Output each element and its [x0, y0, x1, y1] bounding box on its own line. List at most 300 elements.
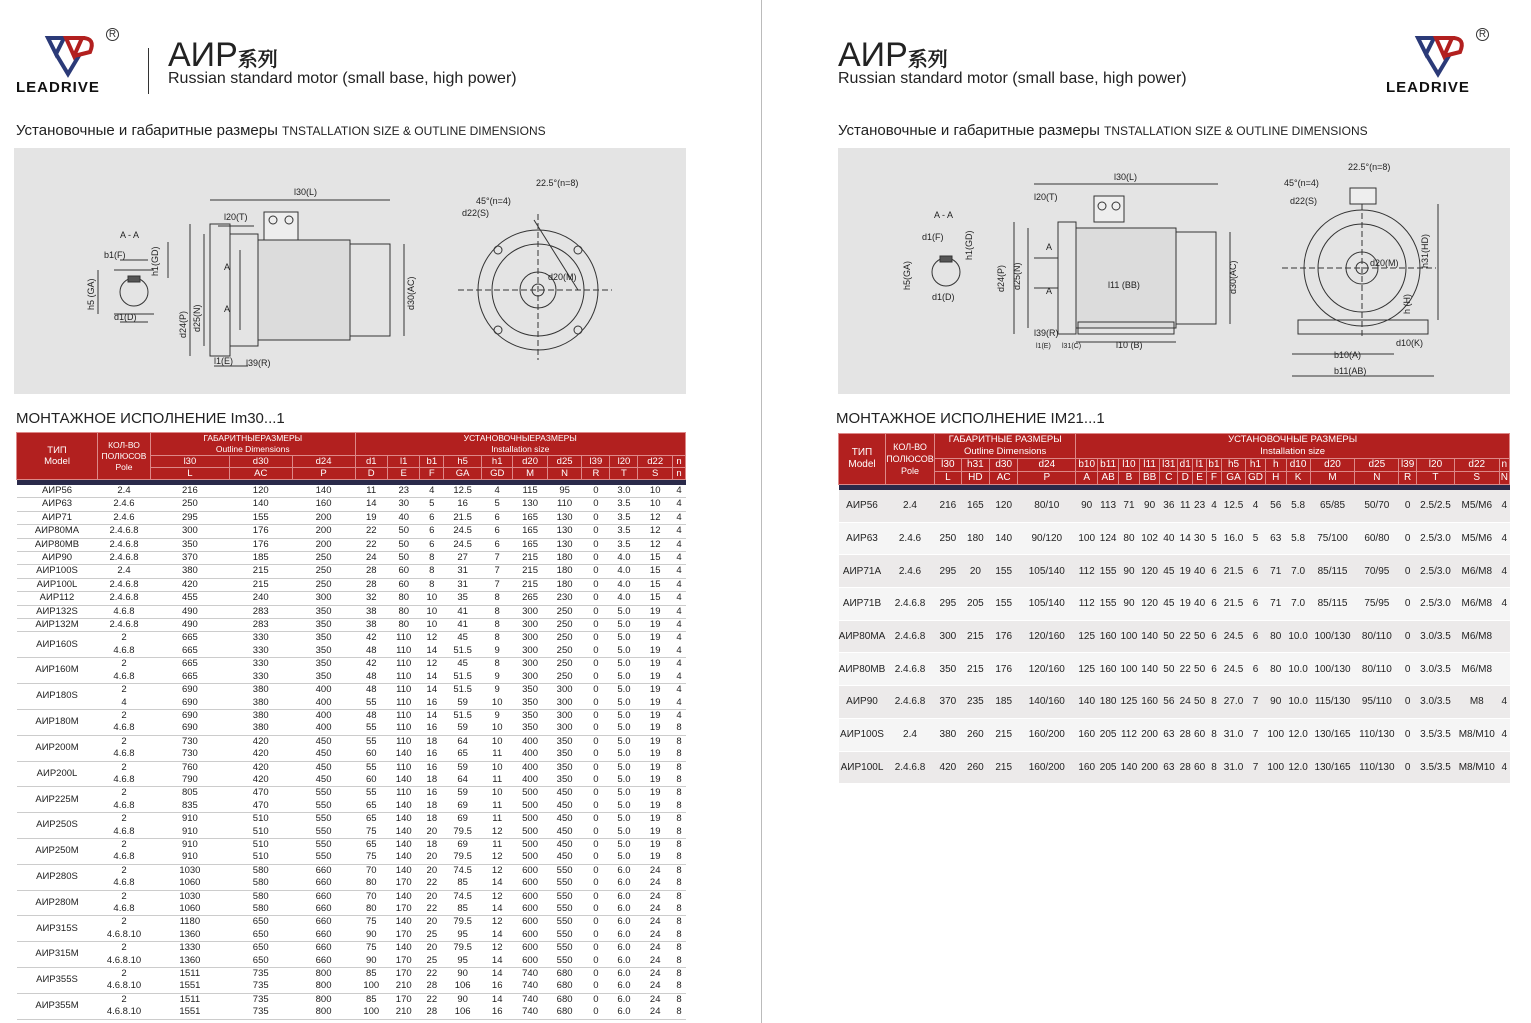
table-cell: 14	[355, 498, 387, 511]
table-row	[17, 565, 686, 578]
cell-model: АИР180S	[17, 684, 98, 710]
table-cell: 330	[252, 632, 269, 644]
table-cell: 300	[151, 525, 230, 538]
table-cell: 4	[1246, 490, 1266, 522]
table-cell: 2	[121, 813, 127, 825]
table-cell: 8	[420, 552, 444, 565]
svg-text:b10(A): b10(A)	[1334, 350, 1362, 360]
table-cell: 165	[513, 538, 548, 551]
table-cell: 36	[1160, 490, 1178, 522]
table-cell: 5	[420, 498, 444, 511]
col-header-unit: K	[1286, 472, 1310, 485]
table-cell: 90	[1119, 555, 1140, 588]
series-title: АИР系列	[168, 36, 278, 74]
table-cell: 75	[355, 826, 387, 839]
table-cell: 400	[292, 697, 355, 710]
table-cell: 500	[513, 826, 548, 839]
table-cell: 0	[582, 552, 610, 565]
table-cell: 2	[121, 890, 127, 902]
table-cell: 65	[365, 838, 377, 850]
svg-text:l30(L): l30(L)	[1114, 172, 1138, 182]
col-header: l39	[582, 456, 610, 468]
table-cell: 10.0	[1286, 653, 1310, 686]
cell-model: АИР132М	[17, 619, 98, 632]
table-cell: 16	[426, 787, 438, 799]
table-cell: 4.6.8	[98, 826, 151, 839]
table-cell: 0	[582, 826, 610, 839]
table-cell: 130	[547, 538, 582, 551]
svg-text:d20(M): d20(M)	[1370, 258, 1399, 268]
svg-text:22.5°(n=8): 22.5°(n=8)	[536, 178, 579, 188]
table-row	[17, 903, 686, 916]
table-cell: 1030	[179, 864, 201, 876]
table-cell: 735	[252, 968, 269, 980]
table-cell: 3.5	[610, 525, 638, 538]
brand-mark-icon	[1412, 34, 1482, 78]
cell-model: АИР355М	[17, 993, 98, 1019]
table-cell: 205	[1098, 751, 1119, 784]
table-cell: 12	[482, 851, 513, 864]
table-cell: 2	[121, 968, 127, 980]
cell-model: АИР100L	[839, 751, 886, 784]
table-cell: 2	[121, 658, 127, 670]
table-cell: 0	[582, 955, 610, 968]
table-cell: 600	[513, 955, 548, 968]
table-cell: 0	[1399, 751, 1417, 784]
table-cell: 24	[649, 993, 661, 1005]
col-header-unit: AC	[990, 472, 1018, 485]
table-cell: 85	[444, 903, 482, 916]
table-cell: 5.0	[610, 619, 638, 632]
table-cell: 12	[482, 826, 513, 839]
table-cell: 680	[556, 968, 573, 980]
col-header-unit: P	[1018, 472, 1076, 485]
table-cell: 140	[395, 838, 412, 850]
table-cell: 20	[426, 890, 438, 902]
col-header-unit: HD	[961, 472, 989, 485]
table-cell: 835	[151, 800, 230, 813]
table-cell: 125	[1076, 620, 1098, 653]
table-cell: 0	[593, 942, 599, 954]
table-cell: 60	[1193, 751, 1207, 784]
table-cell: 350	[292, 645, 355, 658]
table-cell: 660	[315, 864, 332, 876]
table-cell: 215	[961, 653, 989, 686]
table-cell: 510	[252, 813, 269, 825]
table-cell: 660	[315, 942, 332, 954]
table-cell: 31	[444, 578, 482, 591]
col-header: l1	[1193, 459, 1207, 472]
table-cell: 665	[181, 632, 198, 644]
table-cell: 80	[387, 619, 419, 632]
cell-model: АИР63	[839, 522, 886, 555]
table-cell: 4	[672, 645, 685, 658]
table-cell: 48	[365, 709, 377, 721]
table-cell: 4	[672, 485, 685, 498]
table-cell: 760	[181, 761, 198, 773]
table-cell: 60/80	[1355, 522, 1399, 555]
table-cell: 250	[151, 498, 230, 511]
cell-model: АИР90	[17, 552, 98, 565]
table-cell: 0	[1399, 555, 1417, 588]
table-cell: 50	[387, 538, 419, 551]
table-cell: 24	[649, 916, 661, 928]
table-cell: 90	[1076, 490, 1098, 522]
table-row	[839, 490, 1510, 522]
table-cell: 160/200	[1018, 751, 1076, 784]
table-cell: 11	[482, 800, 513, 813]
table-cell: 4	[672, 619, 685, 632]
table-cell: 680	[547, 1006, 582, 1019]
table-cell: 300	[547, 697, 582, 710]
table-cell: 2.4.6.8	[98, 525, 151, 538]
registered-mark: R	[1476, 28, 1489, 41]
table-cell: 300	[513, 605, 548, 618]
table-cell: 176	[229, 525, 292, 538]
table-cell: 45	[457, 632, 468, 644]
col-header: h1	[1246, 459, 1266, 472]
table-cell: 110	[547, 498, 582, 511]
table-cell: 28	[355, 578, 387, 591]
table-cell: 10	[491, 787, 503, 799]
table-cell: 2.4	[886, 490, 935, 522]
table-cell: 90/120	[1018, 522, 1076, 555]
table-cell: 2	[121, 993, 127, 1005]
table-cell: 4	[1499, 718, 1509, 751]
col-header-unit: B	[1119, 472, 1140, 485]
table-cell: 350	[151, 538, 230, 551]
table-cell: 65	[444, 748, 482, 761]
table-cell: 21.5	[1221, 588, 1245, 621]
svg-text:l1(E): l1(E)	[214, 356, 234, 366]
section-title: Установочные и габаритные размеры TNSTALLATION SIZE & OUTLINE DIMENSIONS	[16, 122, 546, 139]
outline-drawing-im30	[14, 148, 686, 394]
table-cell: 6.0	[610, 955, 638, 968]
table-cell: 50	[1160, 653, 1178, 686]
table-cell: 22	[1178, 620, 1193, 653]
table-cell: 25	[420, 955, 444, 968]
table-cell: 283	[229, 605, 292, 618]
table-cell: 22	[426, 968, 438, 980]
group-install: УСТАНОВОЧНЫЕ РАЗМЕРЫ Installation size	[1076, 434, 1510, 459]
col-header-unit: L	[151, 468, 230, 480]
table-cell: 400	[513, 748, 548, 761]
table-cell: 0	[582, 697, 610, 710]
table-cell: 660	[292, 955, 355, 968]
svg-text:A: A	[224, 304, 231, 314]
table-cell: 4.0	[610, 592, 638, 605]
table-cell: 0	[1399, 718, 1417, 751]
table-cell: 680	[547, 980, 582, 993]
table-row	[17, 968, 686, 981]
table-cell: 105/140	[1018, 588, 1076, 621]
table-cell: 106	[444, 1006, 482, 1019]
table-cell: 130	[513, 498, 548, 511]
table-row	[17, 722, 686, 735]
table-cell: 55	[365, 787, 377, 799]
col-header-unit: GD	[482, 468, 513, 480]
col-header: n	[672, 456, 685, 468]
svg-text:d25(N): d25(N)	[192, 304, 202, 332]
svg-text:h31(HD): h31(HD)	[1420, 233, 1430, 268]
col-header-unit: R	[582, 468, 610, 480]
svg-text:d1(D): d1(D)	[932, 292, 955, 302]
table-cell: 210	[387, 1006, 419, 1019]
table-cell: 170	[387, 955, 419, 968]
table-cell: 14	[482, 955, 513, 968]
table-cell: 180	[1098, 686, 1119, 719]
col-header-unit: S	[1454, 472, 1499, 485]
table-cell: 4	[672, 525, 685, 538]
table-cell: 250	[547, 645, 582, 658]
col-header: d1	[1179, 459, 1191, 470]
svg-text:A: A	[1046, 286, 1053, 296]
table-cell: 11	[355, 485, 387, 498]
table-cell: 14	[482, 877, 513, 890]
table-cell: M6/M8	[1454, 653, 1499, 686]
col-header: d10	[1286, 459, 1310, 472]
table-cell: 28	[1178, 718, 1193, 751]
table-cell: 4	[672, 697, 685, 710]
table-cell: 4.6.8	[98, 851, 151, 864]
table-cell: 14	[491, 993, 503, 1005]
cell-model: АИР160М	[17, 658, 98, 684]
table-cell: 12.0	[1286, 718, 1310, 751]
table-row	[839, 653, 1510, 686]
table-cell: 6.0	[617, 968, 631, 980]
table-cell: 115/130	[1310, 686, 1355, 719]
table-cell: 11	[482, 774, 513, 787]
table-cell: 100	[1119, 653, 1140, 686]
table-cell: 2	[121, 709, 127, 721]
table-cell: 2.4.6.8	[886, 686, 935, 719]
table-cell: 740	[522, 993, 538, 1005]
outline-drawing-im21	[838, 148, 1510, 394]
table-cell: 260	[961, 751, 989, 784]
table-cell: 230	[547, 592, 582, 605]
table-cell: 650	[252, 916, 269, 928]
table-cell: 100/130	[1310, 620, 1355, 653]
svg-text:d22(S): d22(S)	[1290, 196, 1318, 206]
table-cell: 4	[98, 697, 151, 710]
col-header-unit: T	[1417, 472, 1455, 485]
table-cell: 8	[672, 722, 685, 735]
table-cell: 9	[482, 671, 513, 684]
table-cell: 735	[252, 993, 269, 1005]
table-cell: 250	[547, 605, 582, 618]
table-cell: 2	[121, 684, 127, 696]
table-cell: 24	[638, 929, 673, 942]
group-outline: ГАБАРИТНЫЕРАЗМЕРЫ Outline Dimensions	[151, 433, 356, 456]
svg-text:l1(E): l1(E)	[1036, 343, 1051, 350]
table-cell: 1511	[179, 993, 201, 1005]
table-cell: 740	[513, 980, 548, 993]
table-cell: 550	[315, 787, 332, 799]
series-title: АИР系列	[838, 36, 948, 74]
svg-text:A: A	[1046, 242, 1053, 252]
table-cell: 910	[151, 851, 230, 864]
table-cell: 7.0	[1286, 555, 1310, 588]
col-header: d24	[292, 456, 355, 468]
table-cell: 740	[522, 968, 538, 980]
section-title: Установочные и габаритные размеры TNSTALLATION SIZE & OUTLINE DIMENSIONS	[838, 122, 1368, 139]
table-cell: 160	[1076, 718, 1098, 751]
table-cell: 59	[457, 787, 468, 799]
table-cell: 4	[672, 538, 685, 551]
table-cell: 110	[396, 658, 412, 670]
table-cell: 2.4.6.8	[886, 620, 935, 653]
table-cell: 350	[292, 619, 355, 632]
table-cell: 24	[638, 877, 673, 890]
table-cell: 650	[229, 955, 292, 968]
table-cell: 0	[593, 709, 599, 721]
table-cell: 250	[547, 671, 582, 684]
table-row	[17, 511, 686, 524]
table-cell: 5.0	[610, 645, 638, 658]
table-cell: 550	[547, 877, 582, 890]
table-cell: 140	[1119, 751, 1140, 784]
table-cell: 19	[649, 761, 661, 773]
table-cell: 1551	[151, 980, 230, 993]
table-cell: 0	[582, 722, 610, 735]
table-cell: 740	[513, 1006, 548, 1019]
col-header-unit: C	[1160, 472, 1178, 485]
table-cell: 19	[649, 813, 661, 825]
svg-text:45°(n=4): 45°(n=4)	[1284, 178, 1319, 188]
table-row	[839, 620, 1510, 653]
table-cell: 45	[1160, 588, 1178, 621]
col-header-unit: GA	[444, 468, 482, 480]
table-cell: 112	[1076, 555, 1098, 588]
svg-text:l30(L): l30(L)	[294, 187, 318, 197]
table-cell: 64	[457, 735, 468, 747]
table-cell: 31.0	[1221, 751, 1245, 784]
cell-model: АИР71В	[839, 588, 886, 621]
table-cell: 19	[649, 632, 661, 644]
table-cell: 3.5	[610, 511, 638, 524]
table-cell: 2.4	[886, 718, 935, 751]
svg-text:l10 (B): l10 (B)	[1116, 340, 1143, 350]
table-cell: 165	[961, 490, 989, 522]
table-cell: 5.0	[617, 735, 631, 747]
col-header: b1	[420, 456, 444, 468]
table-cell: 24	[638, 980, 673, 993]
table-cell: 350	[315, 658, 332, 670]
table-cell: 2	[121, 632, 127, 644]
table-cell: 330	[229, 645, 292, 658]
table-cell: 8	[494, 658, 500, 670]
table-cell: 38	[355, 605, 387, 618]
table-row	[17, 592, 686, 605]
table-row	[17, 619, 686, 632]
table-cell: 300	[547, 722, 582, 735]
table-cell: 1511	[179, 968, 201, 980]
table-cell: 0	[593, 761, 599, 773]
col-header-unit: L	[935, 472, 962, 485]
table-cell: 2.4	[98, 485, 151, 498]
table-cell: 10	[420, 619, 444, 632]
table-cell: 380	[935, 718, 962, 751]
cell-model: АИР315М	[17, 942, 98, 968]
col-header-unit: N	[1500, 472, 1508, 483]
table-cell: 110	[396, 684, 412, 696]
table-cell: 42	[365, 658, 377, 670]
table-cell: 380	[229, 722, 292, 735]
table-cell: 4	[1499, 588, 1509, 621]
table-cell: 56	[1160, 686, 1178, 719]
table-cell: 63	[1160, 718, 1178, 751]
col-header: l30	[151, 456, 230, 468]
table-cell: 8	[672, 929, 685, 942]
table-cell: 300	[292, 592, 355, 605]
table-cell: 450	[547, 800, 582, 813]
col-header: h1	[482, 456, 513, 468]
svg-text:d22(S): d22(S)	[462, 208, 490, 218]
table-cell: 5.0	[610, 697, 638, 710]
table-cell: 3.5/3.5	[1417, 718, 1455, 751]
col-header: d20	[1310, 459, 1355, 472]
table-cell: 800	[315, 993, 332, 1005]
table-cell: 0	[593, 813, 599, 825]
table-cell: 180	[547, 565, 582, 578]
table-cell: 120	[1139, 555, 1160, 588]
cell-model: АИР200L	[17, 761, 98, 787]
cell-model: АИР71	[17, 511, 98, 524]
cell-model: АИР250S	[17, 813, 98, 839]
table-cell: 14	[491, 968, 503, 980]
table-cell: 350	[292, 671, 355, 684]
table-cell: 14	[420, 671, 444, 684]
col-header: h31	[961, 459, 989, 472]
table-row	[839, 555, 1510, 588]
table-row	[17, 864, 686, 877]
table-cell: 155	[990, 588, 1018, 621]
table-row	[17, 890, 686, 903]
table-cell: 0	[593, 968, 599, 980]
table-cell: 1360	[151, 929, 230, 942]
table-cell: 215	[229, 565, 292, 578]
cell-model: АИР355S	[17, 968, 98, 994]
cell-model: АИР250М	[17, 838, 98, 864]
table-cell: 95/110	[1355, 686, 1399, 719]
table-cell: 8	[672, 748, 685, 761]
table-cell: 75	[355, 851, 387, 864]
table-cell: 5.0	[617, 813, 631, 825]
table-cell: 110	[396, 632, 412, 644]
table-cell: 2.4.6	[886, 555, 935, 588]
table-cell: 28	[355, 565, 387, 578]
table-cell: 90	[457, 993, 468, 1005]
table-cell: 95	[547, 485, 582, 498]
table-cell: 8	[676, 813, 682, 825]
table-cell: 12	[638, 538, 673, 551]
table-cell: 19	[649, 838, 661, 850]
table-cell: 18	[426, 735, 438, 747]
table-cell: 11	[492, 838, 503, 850]
table-cell: 71	[1265, 555, 1286, 588]
table-cell: 100	[355, 1006, 387, 1019]
table-cell: 106	[444, 980, 482, 993]
table-cell: 470	[252, 787, 269, 799]
table-cell: 32	[355, 592, 387, 605]
table-cell: 9	[494, 684, 500, 696]
table-cell: 100/130	[1310, 653, 1355, 686]
table-cell: 380	[229, 697, 292, 710]
col-header-unit: AC	[229, 468, 292, 480]
table-cell: 16	[420, 722, 444, 735]
table-cell: 12.5	[444, 485, 482, 498]
table-cell: 2.4.6	[98, 498, 151, 511]
